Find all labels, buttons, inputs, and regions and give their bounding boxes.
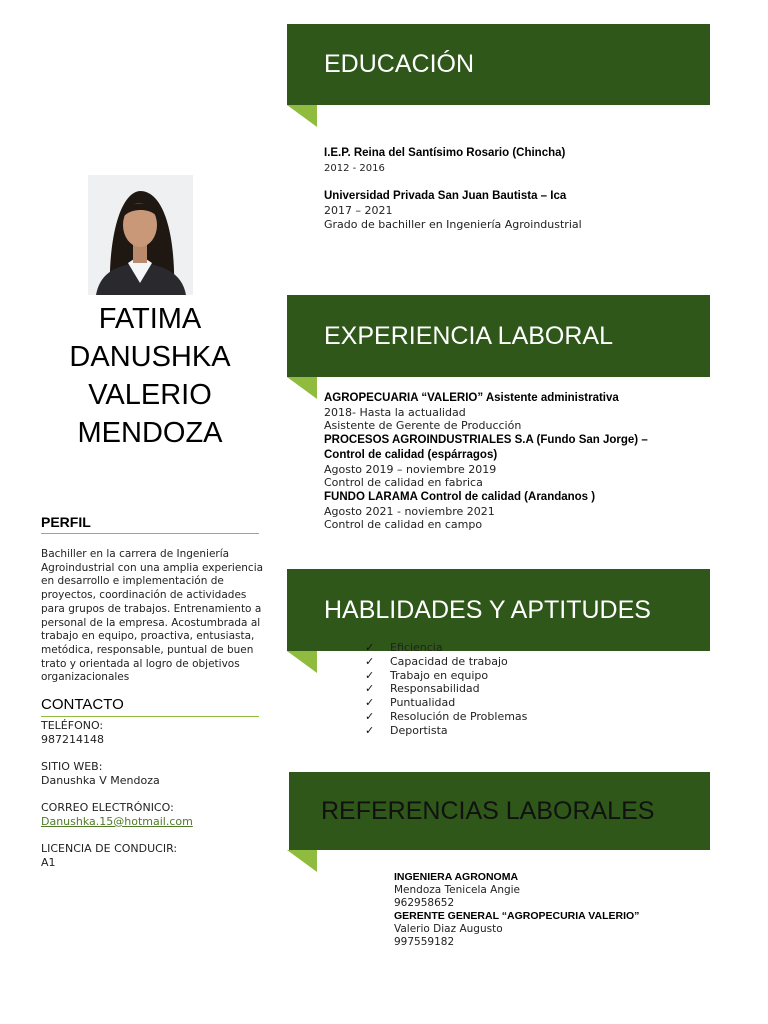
skill-item: ✓ Puntualidad (365, 696, 625, 710)
experience-heading: EXPERIENCIA LABORAL (324, 321, 614, 350)
experience-dates: Agosto 2021 - noviembre 2021 (324, 504, 495, 518)
license-label: LICENCIA DE CONDUCIR: (41, 842, 178, 856)
perfil-text: Bachiller en la carrera de Ingeniería Agroindustrial con una amplia experiencia en desarrollo e implementación de proyectos, coordinación de actividades para grupos de trabajos. Entrenamiento a personal de la empresa. Acostumbrada al trabajo en equipo, proactiva, entusiasta, metódica, responsable, puntual de buen trato y orientada al logro de objetivos organizacionales (41, 548, 264, 684)
license-value: A1 (41, 855, 56, 869)
reference-item (394, 910, 724, 949)
reference-name: Valerio Diaz Augusto (394, 923, 503, 935)
reference-phone: 962958652 (394, 897, 455, 909)
skills-heading: HABLIDADES Y APTITUDES (324, 595, 651, 624)
experience-detail: Control de calidad en campo (324, 518, 483, 532)
name-line: DANUSHKA (69, 341, 231, 373)
experience-item (324, 490, 684, 532)
experience-banner (287, 295, 710, 377)
phone-label: TELÉFONO: (41, 719, 104, 732)
education-detail: Grado de bachiller en Ingeniería Agroindustrial (324, 217, 582, 231)
phone-group (41, 719, 271, 746)
skills-list-wrap (365, 655, 625, 737)
skills-list (365, 655, 625, 737)
skills-list-clipped (365, 641, 625, 651)
reference-name: Mendoza Tenicela Angie (394, 884, 521, 896)
contacto-heading: CONTACTO (41, 696, 259, 717)
perfil-heading: PERFIL (41, 514, 259, 534)
reference-title: INGENIERA AGRONOMA (394, 871, 519, 883)
profile-photo (88, 175, 193, 295)
banner-fold-icon (287, 850, 317, 872)
experience-title: AGROPECUARIA “VALERIO” Asistente administrativa (324, 392, 619, 404)
references-list (394, 871, 724, 949)
website-group (41, 760, 271, 787)
education-school: Universidad Privada San Juan Bautista – Ica (324, 190, 567, 203)
reference-title: GERENTE GENERAL “AGROPECURIA VALERIO” (394, 910, 640, 922)
education-dates: 2012 - 2016 (324, 162, 385, 174)
experience-title: PROCESOS AGROINDUSTRIALES S.A (Fundo San Jorge) – Control de calidad (espárragos) (324, 434, 648, 461)
experience-title: FUNDO LARAMA Control de calidad (Arandanos ) (324, 490, 596, 503)
reference-phone: 997559182 (394, 936, 455, 948)
education-dates: 2017 – 2021 (324, 203, 393, 217)
experience-dates: Agosto 2019 – noviembre 2019 (324, 462, 497, 476)
phone-value: 987214148 (41, 732, 104, 746)
skill-item: ✓ Capacidad de trabajo (365, 655, 625, 669)
skills-banner (287, 569, 710, 651)
skill-item: ✓ Trabajo en equipo (365, 669, 625, 683)
education-banner (287, 24, 710, 105)
experience-detail: Control de calidad en fabrica (324, 476, 483, 490)
name-line: FATIMA (98, 303, 202, 335)
skill-item: ✓ Deportista (365, 724, 625, 738)
education-item (324, 146, 724, 175)
references-heading: REFERENCIAS LABORALES (321, 796, 655, 825)
contact-block (41, 719, 271, 883)
experience-detail: Asistente de Gerente de Producción (324, 419, 522, 433)
banner-fold-icon (287, 377, 317, 399)
skill-item: ✓ Responsabilidad (365, 682, 625, 696)
skill-item: ✓ Resolución de Problemas (365, 710, 625, 724)
banner-fold-icon (287, 651, 317, 673)
experience-item (324, 433, 684, 490)
reference-item (394, 871, 724, 910)
candidate-name (30, 300, 270, 452)
name-line: VALERIO (88, 379, 212, 411)
experience-list (324, 391, 684, 532)
skill-item-clipped (365, 641, 625, 651)
email-label: CORREO ELECTRÓNICO: (41, 801, 174, 815)
license-group (41, 842, 271, 869)
skill-item: ✓ Eficiencia (365, 641, 625, 651)
education-list (324, 146, 724, 231)
website-label: SITIO WEB: (41, 760, 103, 774)
education-item (324, 189, 724, 231)
website-value: Danushka V Mendoza (41, 773, 160, 787)
experience-item (324, 391, 684, 433)
references-banner (289, 772, 710, 850)
name-line: MENDOZA (77, 417, 223, 449)
experience-dates: 2018- Hasta la actualidad (324, 405, 466, 419)
email-link[interactable]: Danushka.15@hotmail.com (41, 814, 193, 828)
education-heading: EDUCACIÓN (324, 50, 475, 78)
person-portrait-icon (88, 175, 193, 295)
banner-fold-icon (287, 105, 317, 127)
email-group (41, 801, 271, 828)
education-school: I.E.P. Reina del Santísimo Rosario (Chincha) (324, 147, 566, 159)
